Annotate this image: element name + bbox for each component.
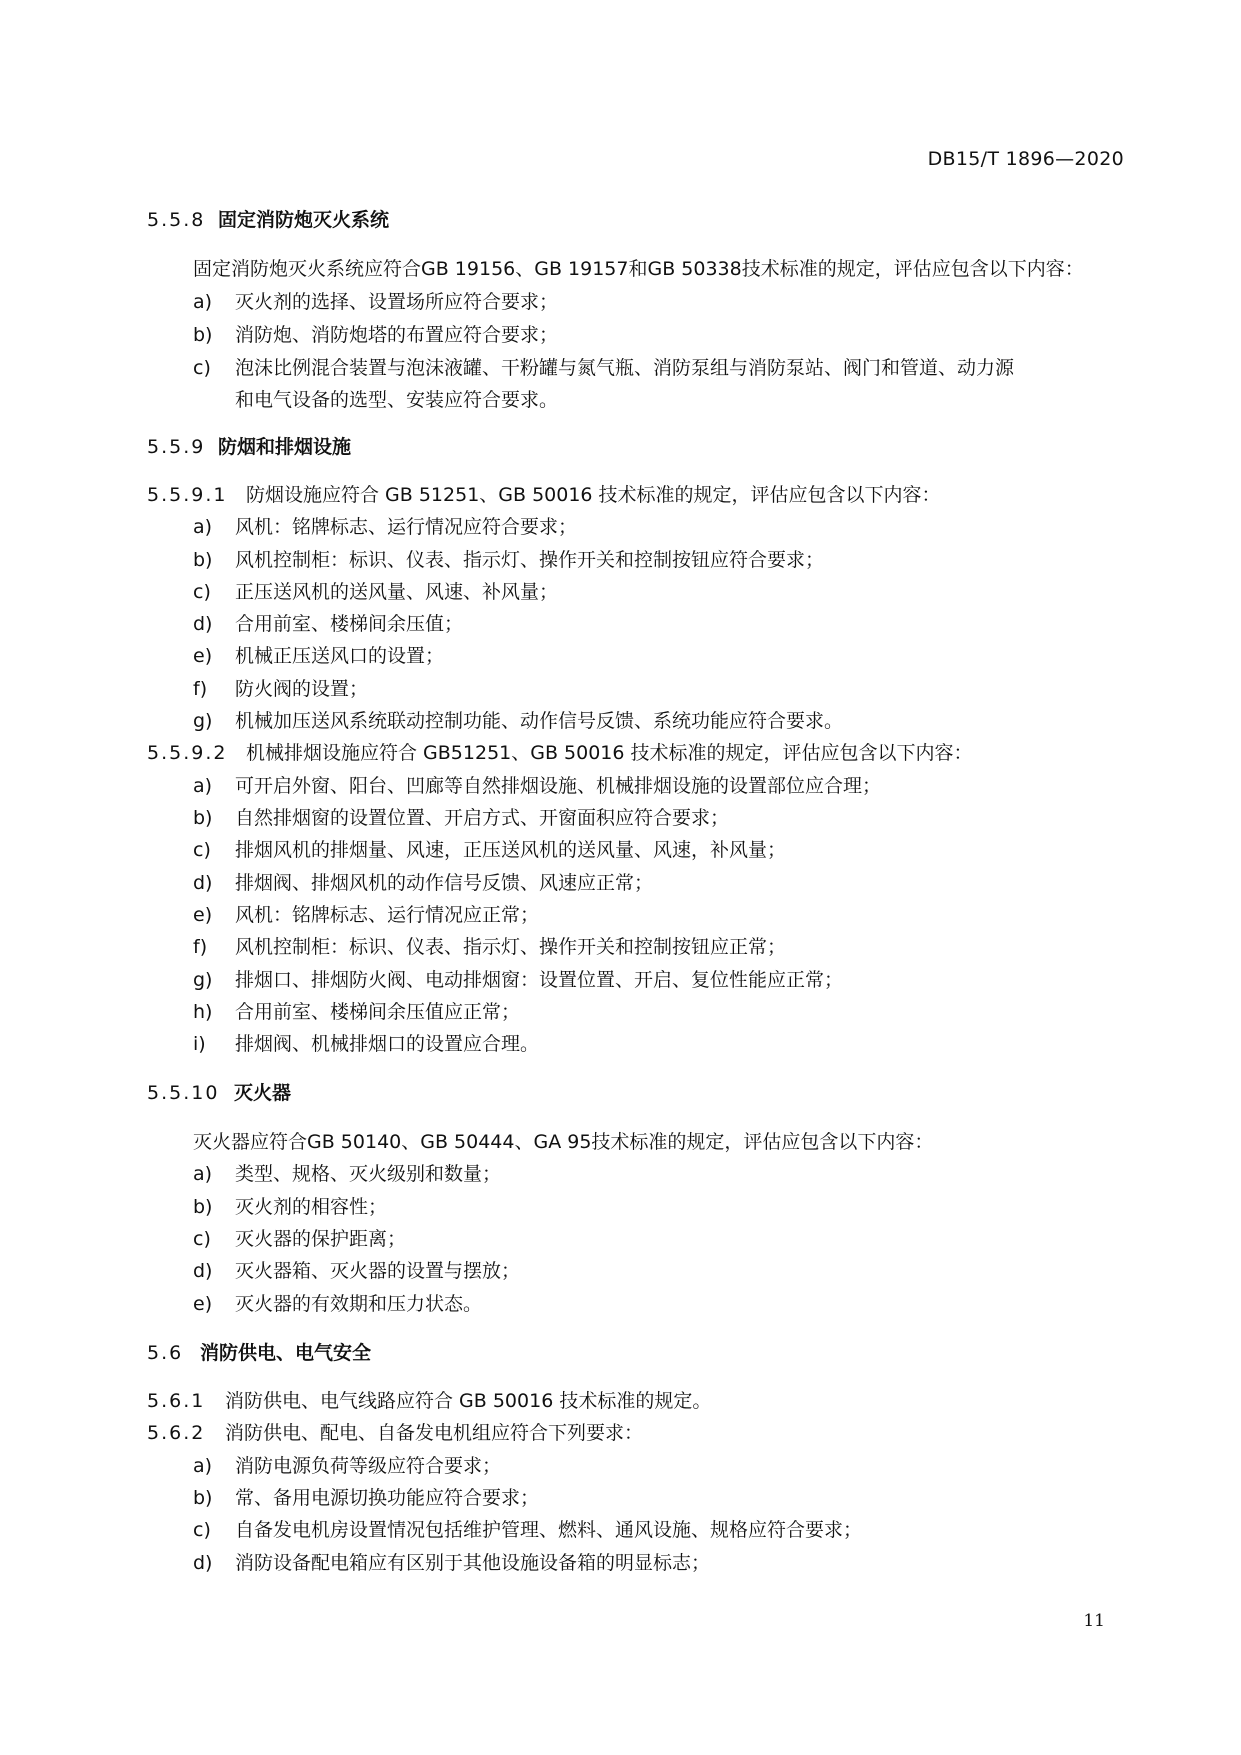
list-item: f) 风机控制柜：标识、仪表、指示灯、操作开关和控制按钮应正常； [193,936,787,958]
section-title: 消防供电、电气安全 [200,1342,372,1364]
list-item: e) 风机：铭牌标志、运行情况应正常； [193,904,540,926]
list-item: h) 合用前室、楼梯间余压值应正常； [193,1001,521,1023]
section-number: 5.5.10 [147,1082,220,1104]
section-heading-5-6 [147,1338,371,1365]
list-item: a) 风机：铭牌标志、运行情况应符合要求； [193,516,578,538]
list-item: a) 可开启外窗、阳台、凹廊等自然排烟设施、机械排烟设施的设置部位应合理； [193,775,882,797]
list-item: c) 排烟风机的排烟量、风速，正压送风机的送风量、风速，补风量； [193,839,787,861]
list-item: e) 机械正压送风口的设置； [193,645,445,667]
list-item: b) 自然排烟窗的设置位置、开启方式、开窗面积应符合要求； [193,807,730,829]
list-item: g) 机械加压送风系统联动控制功能、动作信号反馈、系统功能应符合要求。 [193,710,844,732]
section-heading-5-5-8 [147,205,389,232]
list-item: c) 灭火器的保护距离； [193,1228,407,1250]
section-number: 5.6 [147,1342,184,1364]
section-number: 5.5.8 [147,209,206,231]
section-title: 灭火器 [234,1082,292,1104]
page-number: 11 [1083,1611,1105,1631]
list-item: b) 灭火剂的相容性； [193,1196,388,1218]
list-item: a) 灭火剂的选择、设置场所应符合要求； [193,291,559,313]
list-item: a) 类型、规格、灭火级别和数量； [193,1163,502,1185]
list-item: i) 排烟阀、机械排烟口的设置应合理。 [193,1033,540,1055]
list-item: e) 灭火器的有效期和压力状态。 [193,1293,483,1315]
clause-5-6-1: 5.6.1 消防供电、电气线路应符合 GB 50016 技术标准的规定。 [147,1390,712,1412]
clause-5-5-9-1: 5.5.9.1 防烟设施应符合 GB 51251、GB 50016 技术标准的规定，评估应包含以下内容： [147,484,941,506]
section-title: 防烟和排烟设施 [218,436,352,458]
section-intro: 固定消防炮灭火系统应符合GB 19156、GB 19157和GB 50338技术标准的规定，评估应包含以下内容： [193,258,1084,280]
list-item: f) 防火阀的设置； [193,678,369,700]
list-item: g) 排烟口、排烟防火阀、电动排烟窗：设置位置、开启、复位性能应正常； [193,969,844,991]
list-item: d) 灭火器箱、灭火器的设置与摆放； [193,1260,521,1282]
list-item: b) 常、备用电源切换功能应符合要求； [193,1487,540,1509]
list-item: c) 正压送风机的送风量、风速、补风量； [193,581,559,603]
list-item: d) 排烟阀、排烟风机的动作信号反馈、风速应正常； [193,872,654,894]
list-item: a) 消防电源负荷等级应符合要求； [193,1455,502,1477]
list-item: c) 泡沫比例混合装置与泡沫液罐、干粉罐与氮气瓶、消防泵组与消防泵站、阀门和管道、动力源 和电气设备的选型、安装应符合要求。 [193,357,1015,411]
section-title: 固定消防炮灭火系统 [218,209,390,231]
list-item: c) 自备发电机房设置情况包括维护管理、燃料、通风设施、规格应符合要求； [193,1519,863,1541]
list-item: d) 合用前室、楼梯间余压值； [193,613,464,635]
section-number: 5.5.9 [147,436,206,458]
list-item: d) 消防设备配电箱应有区别于其他设施设备箱的明显标志； [193,1552,711,1574]
document-code: DB15/T 1896—2020 [927,148,1124,170]
section-heading-5-5-9 [147,432,351,459]
section-intro: 灭火器应符合GB 50140、GB 50444、GA 95技术标准的规定，评估应包含以下内容： [193,1131,934,1153]
section-heading-5-5-10 [147,1078,291,1105]
clause-5-5-9-2: 5.5.9.2 机械排烟设施应符合 GB51251、GB 50016 技术标准的规定，评估应包含以下内容： [147,742,973,764]
list-item: b) 消防炮、消防炮塔的布置应符合要求； [193,324,559,346]
clause-5-6-2: 5.6.2 消防供电、配电、自备发电机组应符合下列要求： [147,1422,644,1444]
list-item: b) 风机控制柜：标识、仪表、指示灯、操作开关和控制按钮应符合要求； [193,549,825,571]
